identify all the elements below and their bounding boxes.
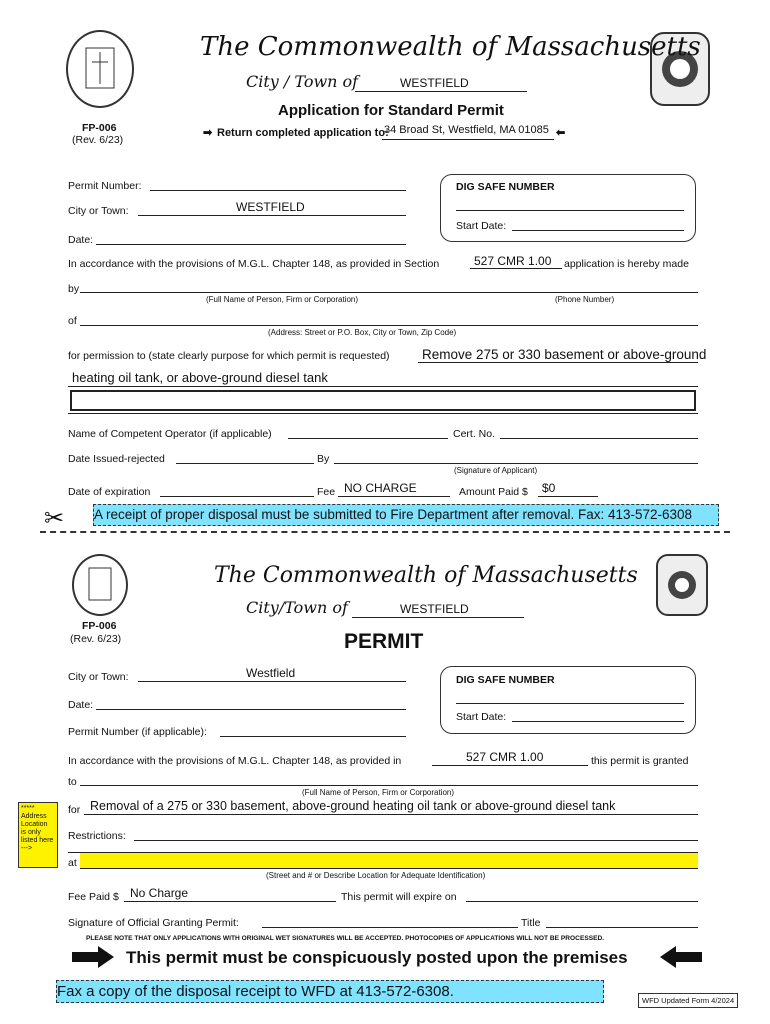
start-date-field-bottom[interactable] (512, 721, 684, 722)
restrictions-field[interactable] (134, 840, 698, 841)
massachusetts-seal-icon-bottom (72, 554, 128, 616)
amount-label: Amount Paid $ (459, 486, 528, 498)
restrictions-label: Restrictions: (68, 830, 126, 842)
official-signature-label: Signature of Official Granting Permit: (68, 917, 239, 929)
return-address-value[interactable]: 34 Broad St, Westfield, MA 01085 (384, 124, 549, 136)
to-field[interactable] (80, 785, 698, 786)
arrow-left-icon (660, 946, 702, 971)
form-number-bottom: FP-006 (82, 620, 117, 632)
fax-notice: Fax a copy of the disposal receipt to WFD at 413-572-6308. (56, 980, 604, 1003)
city-label-bottom: City or Town: (68, 671, 129, 683)
section-value-bottom[interactable]: 527 CMR 1.00 (466, 750, 544, 764)
cut-line (40, 531, 730, 533)
operator-label: Name of Competent Operator (if applicable) (68, 428, 272, 440)
title-field[interactable] (546, 927, 698, 928)
phone-caption: (Phone Number) (555, 295, 615, 304)
to-caption: (Full Name of Person, Firm or Corporation) (302, 788, 455, 797)
permit-number-field[interactable] (150, 190, 406, 191)
date-issued-field[interactable] (176, 463, 314, 464)
fee-paid-value[interactable]: No Charge (130, 886, 189, 900)
sticky-line: Location (21, 821, 48, 828)
massachusetts-seal-icon (66, 30, 134, 108)
accordance-post-text-bottom: this permit is granted (591, 755, 689, 767)
section-value[interactable]: 527 CMR 1.00 (474, 254, 552, 268)
sticky-line: is only (21, 829, 41, 836)
form-updated-label: WFD Updated Form 4/2024 (638, 993, 738, 1008)
expiration-label: Date of expiration (68, 486, 151, 498)
purpose-line-1[interactable]: Remove 275 or 330 basement or above-ground (422, 347, 707, 362)
expire-field[interactable] (466, 901, 698, 902)
city-town-value-bottom[interactable]: WESTFIELD (400, 602, 469, 616)
commonwealth-title-bottom: The Commonwealth of Massachusetts (214, 563, 638, 588)
address-location-sticky-note (18, 802, 58, 868)
for-value[interactable]: Removal of a 275 or 330 basement, above-ground heating oil tank or above-ground diesel tank (90, 799, 616, 813)
arrow-right-icon: ➡ (203, 127, 213, 139)
purpose-line-3-field[interactable] (70, 390, 696, 411)
date-field[interactable] (96, 244, 406, 245)
arrow-right-icon (72, 946, 114, 971)
form-revision: (Rev. 6/23) (72, 134, 124, 146)
dig-safe-label: DIG SAFE NUMBER (456, 181, 555, 193)
signature-caption: (Signature of Applicant) (454, 466, 538, 475)
scissors-icon: ✂ (44, 505, 65, 532)
fire-department-badge-icon-bottom (656, 554, 708, 616)
sticky-line: ***** (21, 805, 35, 812)
accordance-text: In accordance with the provisions of M.G.L. Chapter 148, as provided in Section (68, 258, 440, 270)
to-label: to (68, 776, 77, 788)
expiration-field[interactable] (160, 496, 314, 497)
permit-number-label: Permit Number: (68, 180, 142, 192)
receipt-notice: A receipt of proper disposal must be submitted to Fire Department after removal. Fax: 413-572-6308 (93, 504, 719, 526)
of-label: of (68, 315, 77, 327)
location-field[interactable] (80, 853, 698, 869)
cert-label: Cert. No. (453, 428, 496, 440)
form-revision-bottom: (Rev. 6/23) (70, 633, 122, 645)
at-label: at (68, 857, 77, 869)
fee-label: Fee (317, 486, 336, 498)
city-town-value[interactable]: WESTFIELD (400, 76, 469, 90)
by-field[interactable] (80, 292, 698, 293)
for-label: for (68, 804, 81, 816)
form-number: FP-006 (82, 122, 117, 134)
dig-safe-label-bottom: DIG SAFE NUMBER (456, 674, 555, 686)
start-date-label-bottom: Start Date: (456, 711, 507, 723)
expire-label: This permit will expire on (341, 891, 457, 903)
of-field[interactable] (80, 325, 698, 326)
official-signature-field[interactable] (262, 927, 518, 928)
return-label: Return completed application to: (217, 127, 389, 139)
posted-notice: This permit must be conspicuously posted upon the premises (126, 948, 628, 967)
of-caption: (Address: Street or P.O. Box, City or Town, Zip Code) (268, 328, 457, 337)
application-title: Application for Standard Permit (278, 102, 504, 119)
signature-notice: PLEASE NOTE THAT ONLY APPLICATIONS WITH ORIGINAL WET SIGNATURES WILL BE ACCEPTED. PHOTOCOPIES OF APPLICATIONS WILL NOT BE PROCESSED. (86, 935, 605, 942)
permit-no-field-bottom[interactable] (220, 736, 406, 737)
city-value[interactable]: WESTFIELD (236, 200, 305, 214)
at-caption: (Street and # or Describe Location for Adequate Identification) (266, 871, 486, 880)
date-label-bottom: Date: (68, 699, 94, 711)
by2-label: By (317, 453, 330, 465)
sticky-line: ---> (21, 845, 33, 852)
applicant-signature-field[interactable] (334, 463, 698, 464)
dig-safe-field-bottom[interactable] (456, 703, 684, 704)
commonwealth-title: The Commonwealth of Massachusetts (200, 32, 701, 62)
cert-field[interactable] (500, 438, 698, 439)
purpose-label: for permission to (state clearly purpose for which permit is requested) (68, 350, 390, 362)
city-value-bottom[interactable]: Westfield (246, 666, 296, 680)
city-label: City or Town: (68, 205, 129, 217)
fee-value[interactable]: NO CHARGE (344, 481, 417, 495)
arrow-left-icon: ⬅ (556, 127, 566, 139)
dig-safe-field[interactable] (456, 210, 684, 211)
operator-field[interactable] (288, 438, 448, 439)
permit-no-label-bottom: Permit Number (if applicable): (68, 726, 207, 738)
by-label: by (68, 283, 80, 295)
sticky-line: Address (21, 813, 47, 820)
date-label: Date: (68, 234, 94, 246)
permit-title: PERMIT (344, 630, 424, 653)
accordance-post-text: application is hereby made (564, 258, 689, 270)
accordance-text-bottom: In accordance with the provisions of M.G.L. Chapter 148, as provided in (68, 755, 402, 767)
date-issued-label: Date Issued-rejected (68, 453, 165, 465)
title-label: Title (521, 917, 541, 929)
city-town-label: City / Town of (246, 72, 359, 91)
fee-paid-label: Fee Paid $ (68, 891, 119, 903)
start-date-label: Start Date: (456, 220, 507, 232)
amount-value[interactable]: $0 (542, 481, 556, 495)
date-field-bottom[interactable] (96, 709, 406, 710)
start-date-field[interactable] (512, 230, 684, 231)
city-town-label-bottom: City/Town of (246, 598, 348, 617)
by-caption: (Full Name of Person, Firm or Corporation) (206, 295, 359, 304)
sticky-line: listed here (21, 837, 54, 844)
purpose-line-2[interactable]: heating oil tank, or above-ground diesel tank (72, 370, 328, 385)
